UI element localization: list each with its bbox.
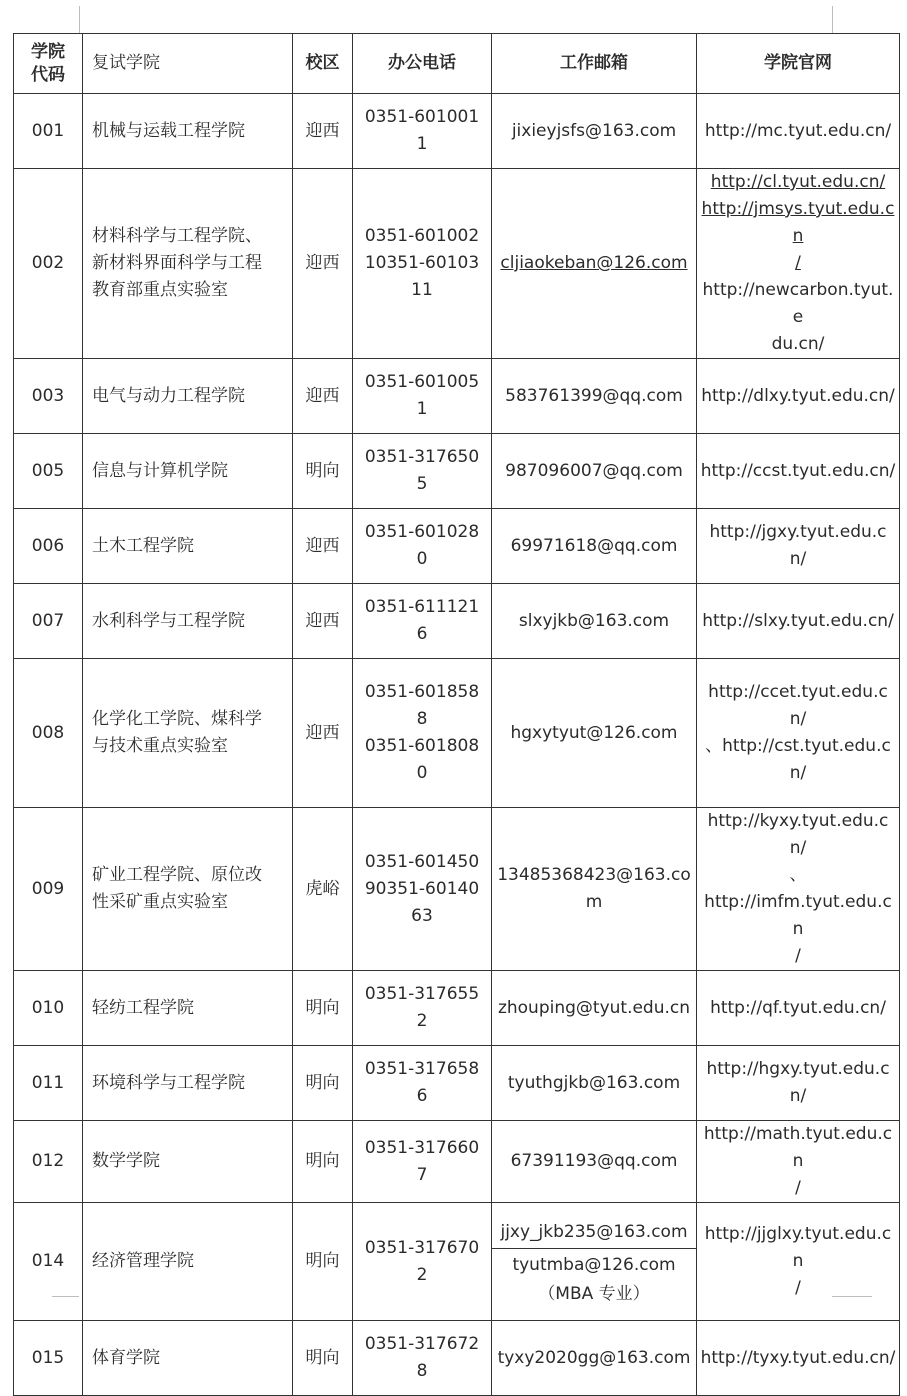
website-link[interactable]: http://mc.tyut.edu.cn/ [697,94,900,169]
college-name: 环境科学与工程学院 [83,1046,293,1121]
college-contact-table [13,33,900,1396]
college-code: 007 [14,584,83,659]
campus: 明向 [293,1046,353,1121]
college-name: 数学学院 [83,1121,293,1203]
campus: 迎西 [293,359,353,434]
website-link[interactable]: http://ccst.tyut.edu.cn/ [697,434,900,509]
website-link[interactable]: http://math.tyut.edu.cn / [697,1121,900,1203]
website-link[interactable]: http://kyxy.tyut.edu.cn/ 、 http://imfm.tyut.edu.cn / [697,808,900,971]
office-phone: 0351-601002 10351-60103 11 [353,169,492,359]
table-row [14,1121,900,1203]
table-row [14,808,900,971]
office-phone: 0351-601001 1 [353,94,492,169]
table-row [14,1203,900,1321]
website-link[interactable]: http://tyxy.tyut.edu.cn/ [697,1321,900,1396]
table-row [14,509,900,584]
table-row [14,1046,900,1121]
college-name: 材料科学与工程学院、 新材料界面科学与工程 教育部重点实验室 [83,169,293,359]
office-phone: 0351-601005 1 [353,359,492,434]
campus: 迎西 [293,584,353,659]
office-phone: 0351-317650 5 [353,434,492,509]
email-link[interactable]: slxyjkb@163.com [492,584,697,659]
email-link[interactable]: 67391193@qq.com [492,1121,697,1203]
email-link[interactable]: tyxy2020gg@163.com [492,1321,697,1396]
campus: 明向 [293,971,353,1046]
office-phone: 0351-317660 7 [353,1121,492,1203]
website-link[interactable]: http://slxy.tyut.edu.cn/ [697,584,900,659]
email-link[interactable]: tyuthgjkb@163.com [492,1046,697,1121]
college-code: 008 [14,659,83,808]
college-name: 机械与运载工程学院 [83,94,293,169]
website-link[interactable]: http://jgxy.tyut.edu.c n/ [697,509,900,584]
college-name: 体育学院 [83,1321,293,1396]
campus: 迎西 [293,169,353,359]
campus: 迎西 [293,659,353,808]
college-code: 006 [14,509,83,584]
college-code: 009 [14,808,83,971]
office-phone: 0351-601450 90351-60140 63 [353,808,492,971]
college-name: 电气与动力工程学院 [83,359,293,434]
college-code: 001 [14,94,83,169]
college-name: 矿业工程学院、原位改 性采矿重点实验室 [83,808,293,971]
header-campus: 校区 [293,34,353,94]
college-name: 信息与计算机学院 [83,434,293,509]
table-row [14,94,900,169]
email-link[interactable]: cljiaokeban@126.com [492,169,697,359]
email-link[interactable]: jixieyjsfs@163.com [492,94,697,169]
office-phone: 0351-601858 8 0351-601808 0 [353,659,492,808]
website-link[interactable]: http://hgxy.tyut.edu.cn/ [697,1046,900,1121]
website-link[interactable]: http://qf.tyut.edu.cn/ [697,971,900,1046]
crop-mark-top-right [832,6,833,33]
email-link[interactable]: 13485368423@163.co m [492,808,697,971]
website-link[interactable]: http://ccet.tyut.edu.cn/ 、http://cst.tyut.edu.cn/ [697,659,900,808]
college-name: 经济管理学院 [83,1203,293,1321]
email-link[interactable]: zhouping@tyut.edu.cn [492,971,697,1046]
college-name: 土木工程学院 [83,509,293,584]
email-link[interactable]: 987096007@qq.com [492,434,697,509]
college-code: 010 [14,971,83,1046]
campus: 迎西 [293,509,353,584]
campus: 明向 [293,1203,353,1321]
table-row [14,584,900,659]
table-row [14,359,900,434]
office-phone: 0351-317655 2 [353,971,492,1046]
college-code: 005 [14,434,83,509]
header-phone: 办公电话 [353,34,492,94]
email-link[interactable]: 69971618@qq.com [492,509,697,584]
college-code: 011 [14,1046,83,1121]
table-row [14,659,900,808]
table-row [14,434,900,509]
college-name: 水利科学与工程学院 [83,584,293,659]
table-row [14,971,900,1046]
email-link[interactable]: hgxytyut@126.com [492,659,697,808]
college-code: 015 [14,1321,83,1396]
table-row [14,1321,900,1396]
table-row [14,169,900,359]
office-phone: 0351-317672 8 [353,1321,492,1396]
college-code: 002 [14,169,83,359]
office-phone: 0351-317658 6 [353,1046,492,1121]
college-code: 003 [14,359,83,434]
office-phone: 0351-601028 0 [353,509,492,584]
campus: 明向 [293,1321,353,1396]
campus: 明向 [293,434,353,509]
header-college: 复试学院 [83,34,293,94]
college-name: 轻纺工程学院 [83,971,293,1046]
header-email: 工作邮箱 [492,34,697,94]
header-website: 学院官网 [697,34,900,94]
college-name: 化学化工学院、煤科学 与技术重点实验室 [83,659,293,808]
campus: 迎西 [293,94,353,169]
crop-mark-top-left [79,6,80,33]
office-phone: 0351-317670 2 [353,1203,492,1321]
email-link[interactable]: jjxy_jkb235@163.com tyutmba@126.com （MBA 专业） [492,1203,697,1321]
campus: 虎峪 [293,808,353,971]
website-link[interactable]: http://cl.tyut.edu.cn/ http://jmsys.tyut.edu.cn / http://newcarbon.tyut.e du.cn/ [697,169,900,359]
college-code: 014 [14,1203,83,1321]
campus: 明向 [293,1121,353,1203]
website-link[interactable]: http://jjglxy.tyut.edu.cn / [697,1203,900,1321]
header-code: 学院 代码 [14,34,83,94]
email-link[interactable]: 583761399@qq.com [492,359,697,434]
header-row [14,34,900,94]
college-code: 012 [14,1121,83,1203]
office-phone: 0351-611121 6 [353,584,492,659]
website-link[interactable]: http://dlxy.tyut.edu.cn/ [697,359,900,434]
